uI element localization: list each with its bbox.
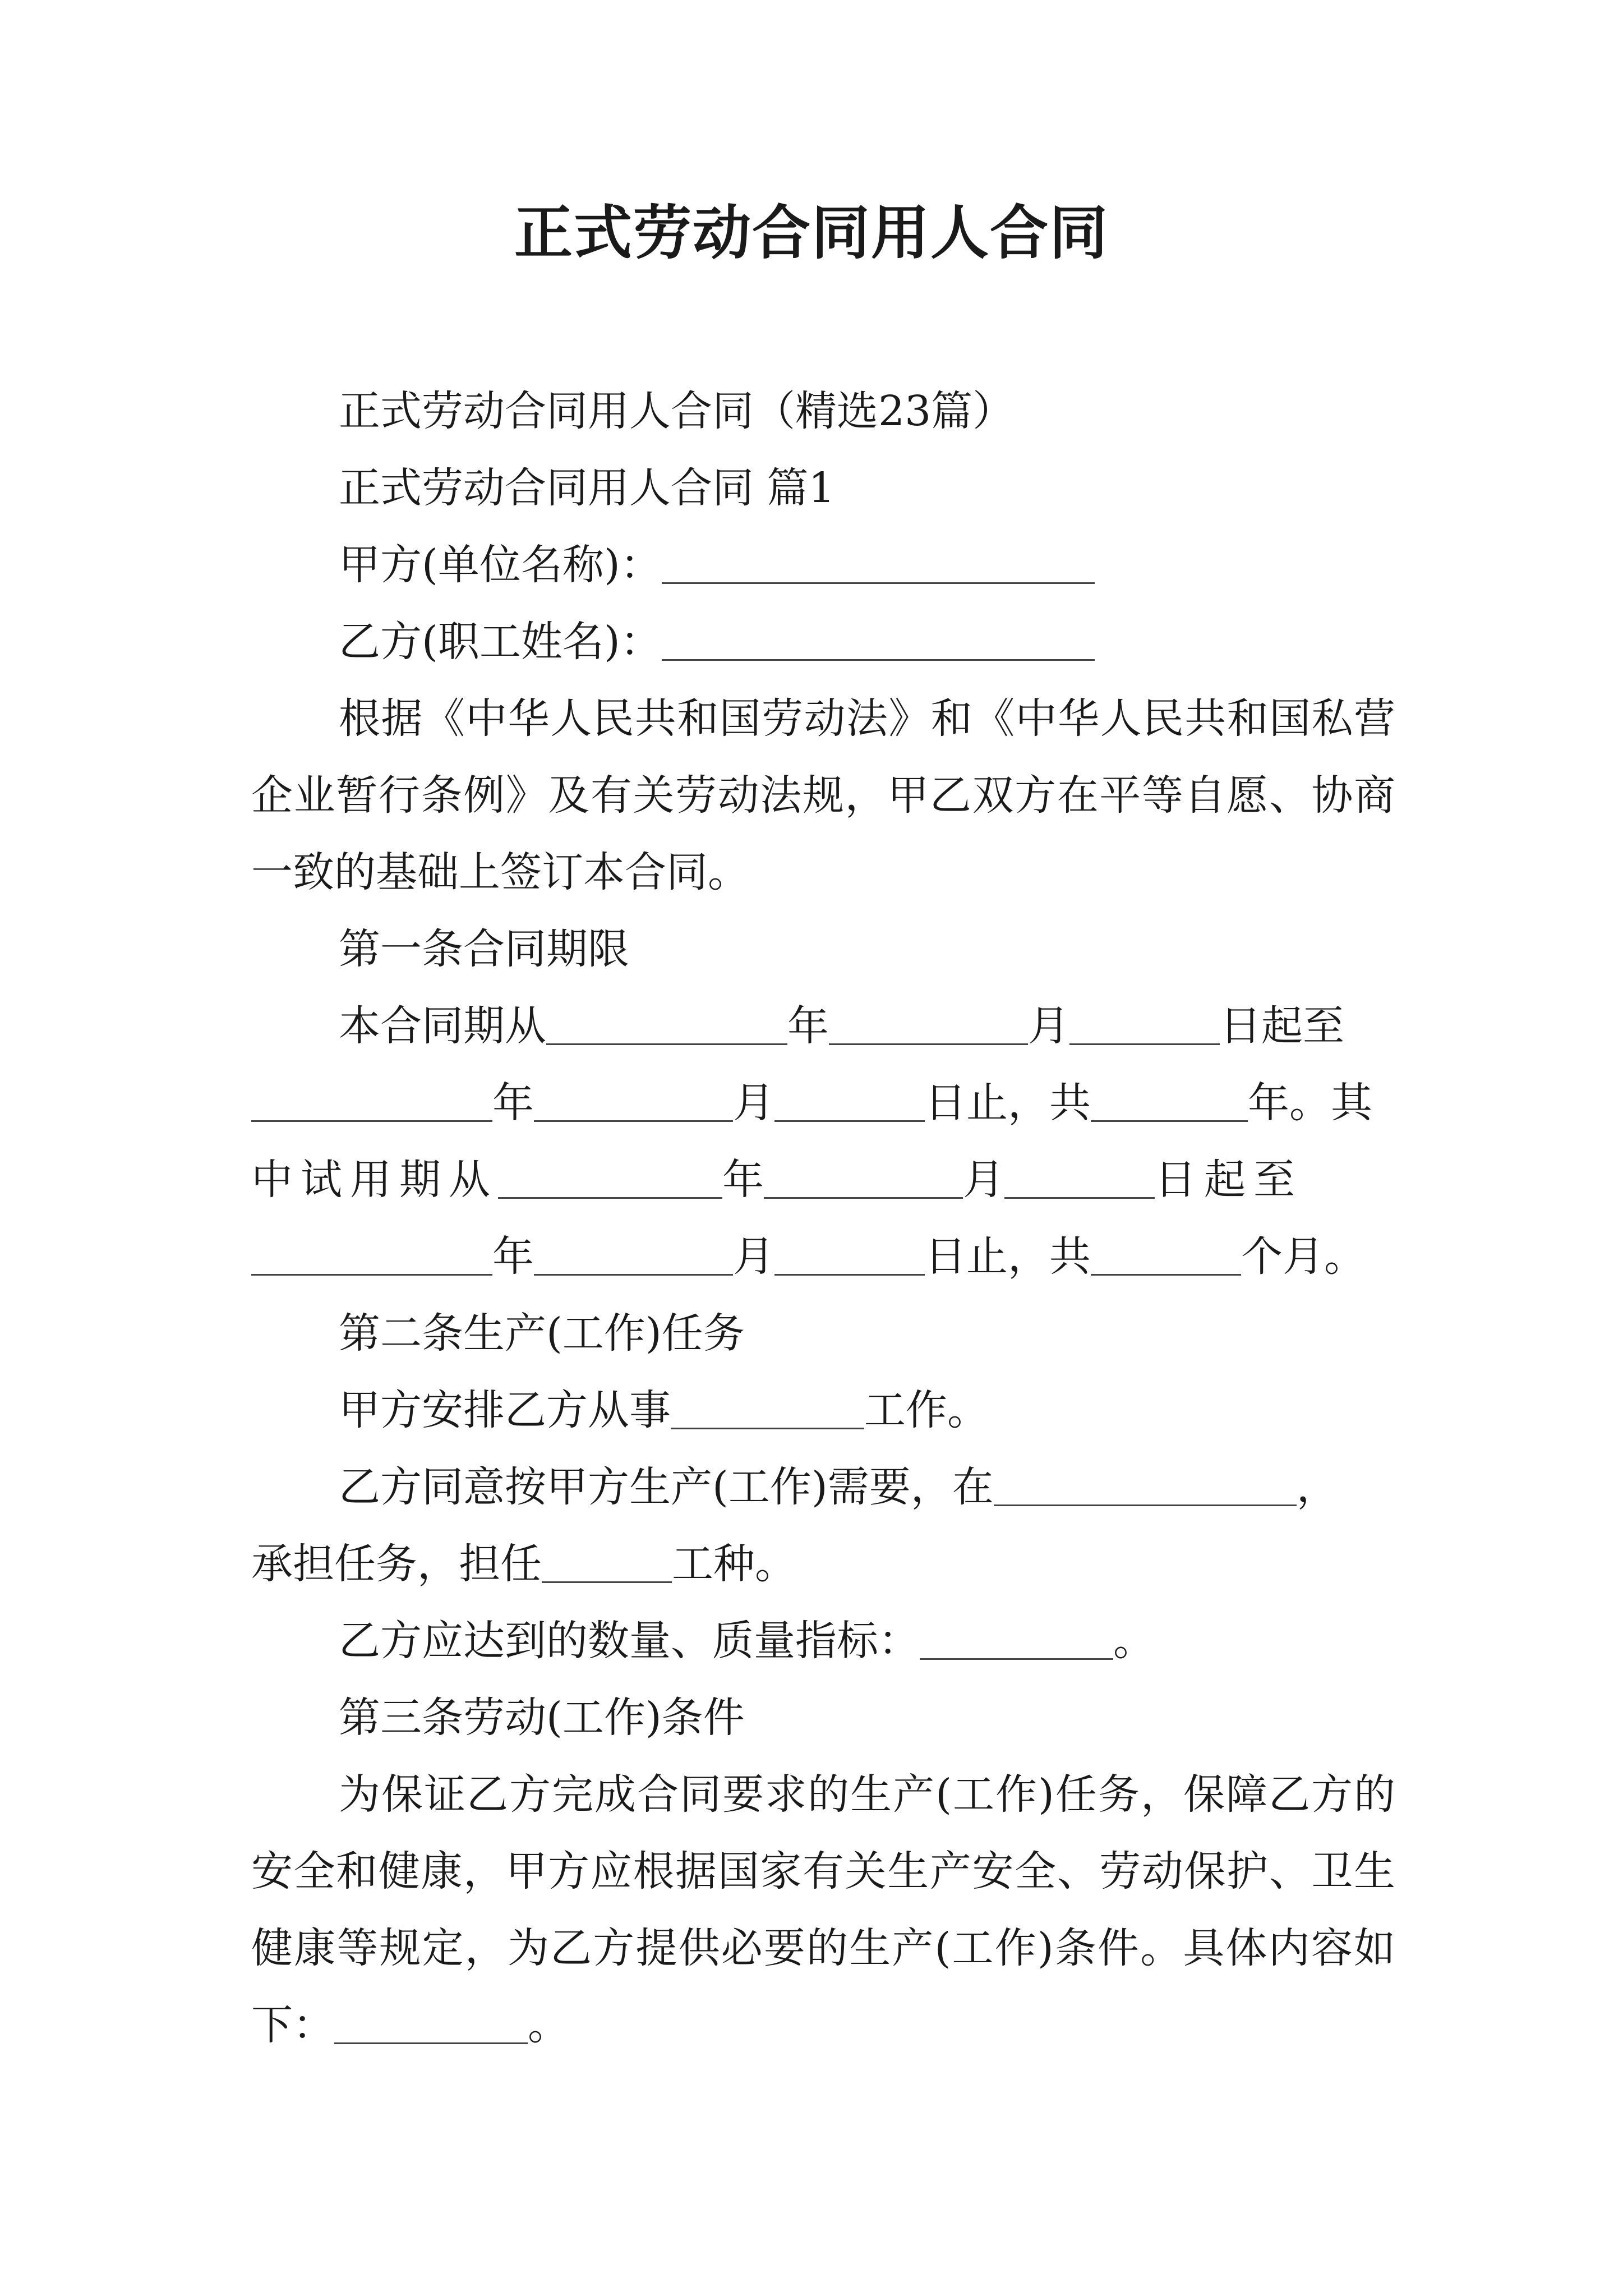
job-blank[interactable]: [671, 1388, 864, 1429]
party-b-blank[interactable]: [662, 620, 1095, 661]
text-fragment: 月: [733, 1232, 774, 1281]
conditions-blank[interactable]: [334, 2003, 528, 2044]
text-fragment: 日止，共: [925, 1079, 1091, 1127]
text-fragment: 日止，共: [925, 1232, 1091, 1281]
article-1-heading: 第一条合同期限: [339, 925, 629, 973]
text-fragment: 中试用期从: [251, 1156, 498, 1204]
year-blank[interactable]: [251, 1235, 492, 1276]
party-b-label: 乙方(职工姓名)：: [339, 618, 662, 666]
article-2-line: [251, 1526, 1395, 1603]
month-blank[interactable]: [534, 1235, 733, 1276]
article-1-line: [251, 1218, 1395, 1295]
quota-blank[interactable]: [920, 1619, 1113, 1660]
text-fragment: 年: [492, 1079, 534, 1127]
text-fragment: 为保证乙方完成合同要求的生产(工作)任务，保障乙方的安全和健康，甲方应根据国家有关生产安全、劳动保护、卫生健康等规定，为乙方提供必要的生产(工作)条件。具体内容如下：: [251, 1770, 1395, 2049]
document-title: 正式劳动合同用人合同: [514, 198, 1109, 267]
text-fragment: 年: [492, 1232, 534, 1281]
text-fragment: 乙方同意按甲方生产(工作)需要，在: [339, 1463, 994, 1511]
preamble-paragraph: 根据《中华人民共和国劳动法》和《中华人民共和国私营企业暂行条例》及有关劳动法规，甲乙双方在平等自愿、协商一致的基础上签订本合同。: [251, 694, 1395, 896]
party-b-line: [251, 604, 1395, 680]
text-fragment: 工作。: [864, 1386, 989, 1434]
day-blank[interactable]: [774, 1081, 925, 1122]
text-fragment: 年。其: [1248, 1079, 1372, 1127]
article-3-paragraph: [251, 1756, 1395, 2064]
text-fragment: 承担任务，担任: [251, 1540, 542, 1588]
article-2-line: [251, 1603, 1395, 1680]
article-2-line: [251, 1372, 1395, 1449]
count-blank[interactable]: [1091, 1081, 1248, 1122]
day-blank[interactable]: [774, 1235, 925, 1276]
section-heading: 正式劳动合同用人合同 篇1: [339, 464, 835, 512]
year-blank[interactable]: [251, 1081, 492, 1122]
text-fragment: 月: [1028, 1002, 1069, 1050]
article-1-line: [251, 1065, 1395, 1142]
month-blank[interactable]: [764, 1158, 963, 1199]
text-fragment: 本合同期从: [339, 1002, 546, 1050]
day-blank[interactable]: [1004, 1158, 1155, 1199]
article-1-line: [251, 1142, 1395, 1218]
article-2-line: [251, 1449, 1395, 1526]
text-fragment: 个月。: [1241, 1232, 1366, 1281]
article-2-heading: 第二条生产(工作)任务: [339, 1309, 745, 1358]
location-blank[interactable]: [994, 1465, 1297, 1506]
text-fragment: 日起至: [1155, 1156, 1303, 1204]
text-fragment: 工种。: [672, 1540, 796, 1588]
party-a-label: 甲方(单位名称)：: [339, 541, 662, 589]
text-fragment: 年: [787, 1002, 829, 1050]
party-a-blank[interactable]: [662, 543, 1095, 584]
text-fragment: 。: [1113, 1617, 1155, 1665]
count-blank[interactable]: [1091, 1235, 1241, 1276]
text-fragment: 日起至: [1220, 1002, 1344, 1050]
subtitle: 正式劳动合同用人合同（精选23篇）: [339, 387, 1015, 435]
party-a-line: [251, 527, 1395, 604]
article-1-line: [251, 988, 1395, 1065]
day-blank[interactable]: [1069, 1004, 1220, 1045]
text-fragment: 月: [733, 1079, 774, 1127]
text-fragment: 甲方安排乙方从事: [339, 1386, 671, 1434]
text-fragment: 乙方应达到的数量、质量指标：: [339, 1617, 920, 1665]
month-blank[interactable]: [829, 1004, 1028, 1045]
document-body: [251, 373, 1395, 2064]
text-fragment: 年: [722, 1156, 764, 1204]
text-fragment: ，: [1296, 1463, 1338, 1511]
month-blank[interactable]: [534, 1081, 733, 1122]
trade-blank[interactable]: [542, 1542, 672, 1583]
article-3-heading: 第三条劳动(工作)条件: [339, 1694, 745, 1742]
year-blank[interactable]: [498, 1158, 722, 1199]
year-blank[interactable]: [546, 1004, 787, 1045]
text-fragment: 月: [963, 1156, 1004, 1204]
text-fragment: 。: [528, 2001, 569, 2049]
